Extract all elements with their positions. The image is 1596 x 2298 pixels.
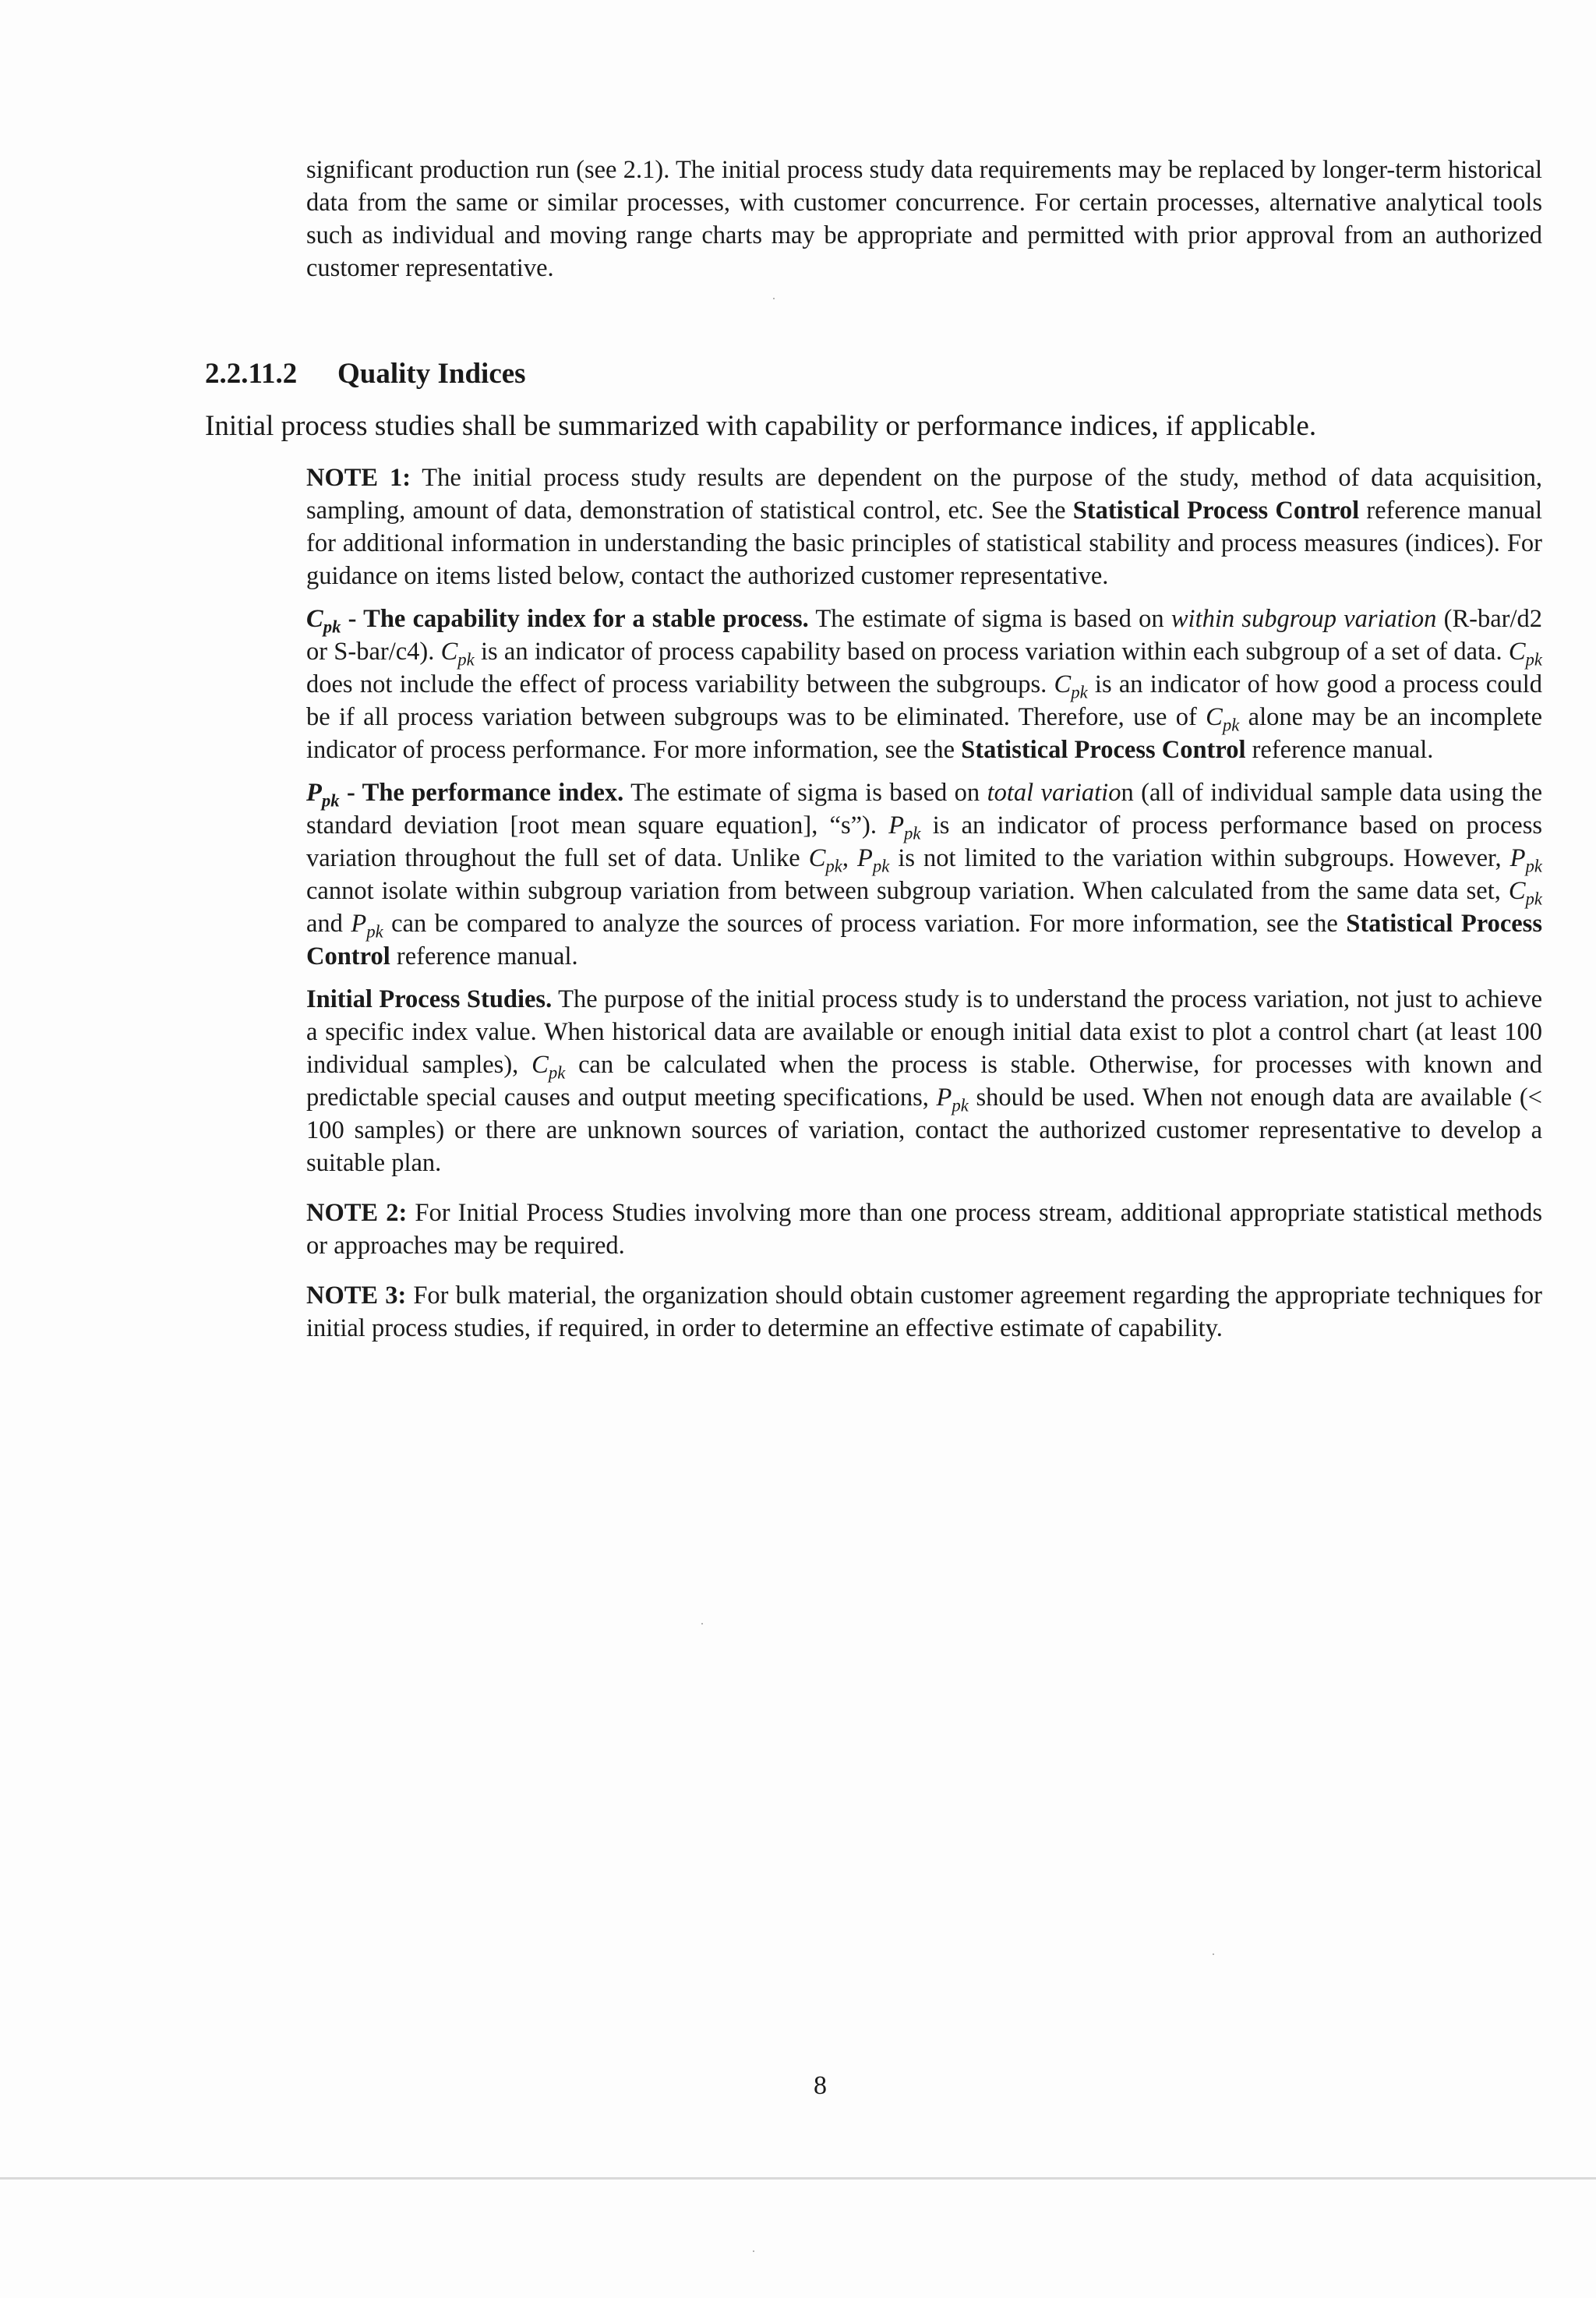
cpk-ref: Statistical Process Control (961, 736, 1246, 764)
cpk-symbol: $C_{pk}$ (1206, 703, 1240, 735)
cpk-text: is an indicator of process capability based on process variation within each subgroup of a set of data. (474, 638, 1509, 666)
ppk-symbol: $P_{pk}$ (888, 811, 921, 843)
note-2-text: For Initial Process Studies involving more than one process stream, additional appropriate statistical methods or approaches may be required. (306, 1199, 1542, 1260)
cpk-symbol: $C_{pk}$ (531, 1051, 566, 1083)
ppk-symbol: $P_{pk}$ (306, 779, 340, 811)
cpk-symbol: $C_{pk}$ (440, 638, 475, 670)
scan-speck (1213, 1953, 1214, 1955)
cpk-symbol: $C_{pk}$ (1508, 638, 1542, 670)
section-lead: Initial process studies shall be summarized with capability or performance indices, if applicable. (205, 410, 1317, 442)
section-heading (205, 355, 526, 394)
ppk-paragraph (306, 776, 1542, 973)
cpk-italic: within subgroup variation (1171, 605, 1437, 633)
scan-edge-line (0, 2177, 1596, 2180)
cpk-symbol: $C_{pk}$ (1054, 670, 1088, 702)
cpk-text: reference manual. (1245, 736, 1434, 764)
cpk-text: does not include the effect of process variability between the subgroups. (306, 670, 1054, 698)
cpk-paragraph (306, 603, 1542, 766)
ppk-text: cannot isolate within subgroup variation from between subgroup variation. When calculated from the same data set, (306, 877, 1509, 905)
scan-speck (773, 298, 775, 299)
scan-speck (753, 2250, 754, 2252)
ppk-text: The estimate of sigma is based on (623, 779, 987, 807)
ips-label: Initial Process Studies. (306, 985, 553, 1013)
ips-text: should be used. When not enough data are available (< 100 samples) or there are unknown sources of variation, contact the authorized customer representative to develop a suitable plan. (306, 1084, 1542, 1177)
ppk-symbol: $P_{pk}$ (351, 910, 383, 942)
ppk-symbol: $P_{pk}$ (1509, 844, 1543, 876)
intro-paragraph (306, 154, 1542, 285)
note-1-text-a: The initial process study results are dependent on the purpose of the study, method of data acquisition, sampling, amount of data, demonstration of statistical control, etc. See the (306, 464, 1542, 525)
ppk-text: can be compared to analyze the sources of process variation. For more information, see the (383, 910, 1347, 938)
ppk-text: and (306, 910, 351, 938)
note-3-text: For bulk material, the organization should obtain customer agreement regarding the appropriate techniques for initial process studies, if required, in order to determine an effective estimate of capability. (306, 1282, 1542, 1342)
note-2 (306, 1197, 1542, 1262)
note-1 (306, 461, 1542, 592)
note-3 (306, 1279, 1542, 1345)
note-1-text-b: reference manual for additional information in understanding the basic principles of statistical stability and process measures (indices). For guidance on items listed below, contact the authorized customer representative. (306, 497, 1542, 590)
ppk-heading: - The performance index. (339, 779, 624, 807)
note-1-label: NOTE 1: (306, 464, 411, 492)
scan-speck (701, 1623, 703, 1625)
ppk-text: , (842, 844, 857, 872)
intro-text: significant production run (see 2.1). The initial process study data requirements may be replaced by longer-term historical data from the same or similar processes, with customer concurrence. For certain processes, alternative analytical tools such as individual and moving range charts may be appropriate and permitted with prior approval from an authorized customer representative. (306, 156, 1542, 282)
page-number: 8 (814, 2071, 827, 2100)
ppk-text: n (all of individual sample data using the standard deviation [root mean square equation], “s”). (306, 779, 1542, 840)
ppk-ref: Statistical Process Control (306, 910, 1542, 970)
initial-process-studies-paragraph (306, 983, 1542, 1179)
ppk-text: is an indicator of process performance based on process variation throughout the full set of data. Unlike (306, 811, 1542, 872)
ips-text: can be calculated when the process is stable. Otherwise, for processes with known and predictable special causes and output meeting specifications, (306, 1051, 1542, 1112)
cpk-text: alone may be an incomplete indicator of process performance. For more information, see the (306, 703, 1542, 764)
section-title: Quality Indices (337, 358, 526, 390)
cpk-symbol: $C_{pk}$ (306, 605, 341, 637)
ppk-symbol: $P_{pk}$ (857, 844, 890, 876)
note-1-ref: Statistical Process Control (1072, 497, 1360, 525)
cpk-text: is an indicator of how good a process could be if all process variation between subgroups was to be eliminated. Therefore, use of (306, 670, 1542, 731)
cpk-heading: - The capability index for a stable process. (341, 605, 809, 633)
cpk-symbol: $C_{pk}$ (1508, 877, 1542, 909)
cpk-text: (R-bar/d2 or S-bar/c4). (306, 605, 1542, 666)
section-number: 2.2.11.2 (205, 358, 298, 390)
indented-content (306, 461, 1542, 1355)
cpk-symbol: $C_{pk}$ (808, 844, 842, 876)
note-2-label: NOTE 2: (306, 1199, 408, 1227)
ppk-italic: total variatio (987, 779, 1121, 807)
ppk-symbol: $P_{pk}$ (936, 1084, 969, 1115)
ips-text: The purpose of the initial process study is to understand the process variation, not just to achieve a specific index value. When historical data are available or enough initial data exist to plot a control chart (at least 100 individual samples), (306, 985, 1542, 1079)
ppk-text: reference manual. (390, 942, 578, 970)
ppk-text: is not limited to the variation within subgroups. However, (889, 844, 1510, 872)
cpk-text: The estimate of sigma is based on (808, 605, 1171, 633)
note-3-label: NOTE 3: (306, 1282, 407, 1310)
